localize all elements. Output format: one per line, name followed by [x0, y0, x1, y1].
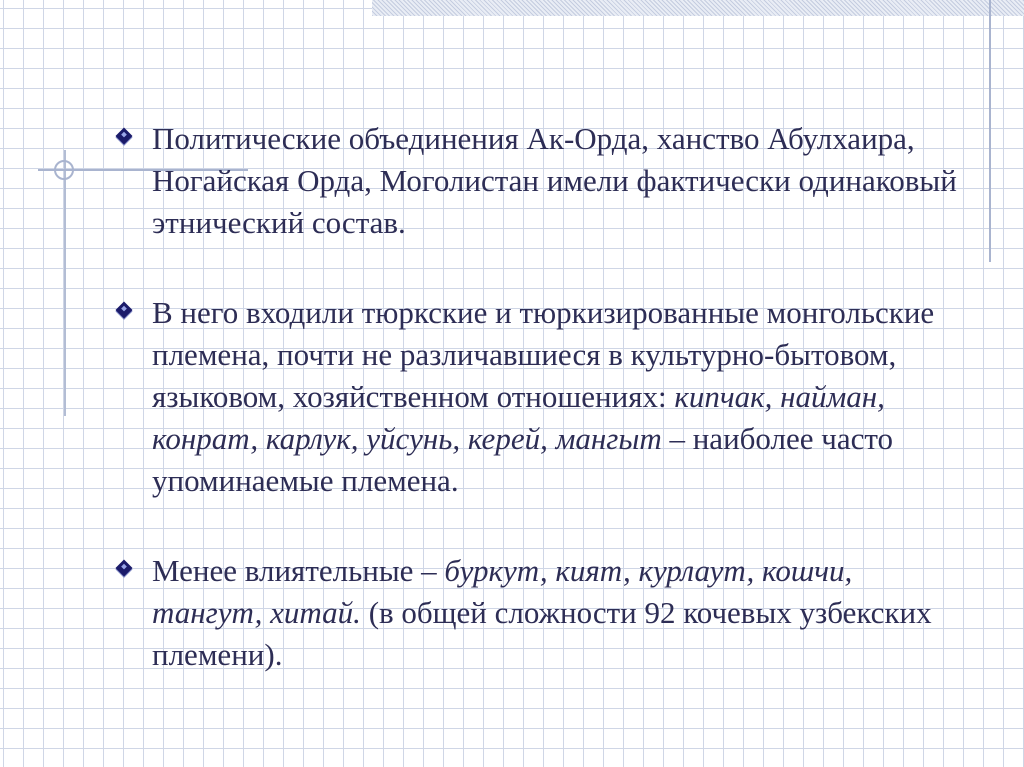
bullet-text-3 — [152, 550, 970, 676]
diamond-bullet-icon — [116, 128, 133, 145]
top-hatch-band — [372, 0, 1024, 16]
diamond-bullet-icon — [116, 302, 133, 319]
right-vertical-rule — [989, 0, 991, 262]
bullet-3-tribe-list: буркут, кият, курлаут, кошчи, тангут, хитай. — [152, 553, 853, 630]
diamond-bullet-icon — [116, 560, 133, 577]
bullet-2-tribe-list: кипчак, найман, конрат, карлук, уйсунь, керей, мангыт — [152, 379, 885, 456]
bullet-text-1: Политические объединения Ак-Орда, ханство Абулхаира, Ногайская Орда, Моголистан имели фактически одинаковый этнический состав. — [152, 121, 957, 240]
bullet-text-2 — [152, 292, 970, 502]
bullet-3-text-end: (в общей сложности 92 кочевых узбекских племени). — [152, 595, 932, 672]
bullet-3-text-start: Менее влиятельные – — [152, 553, 445, 588]
slide-content — [110, 118, 970, 724]
bullet-2-text-end: – наиболее часто упоминаемые племена. — [152, 421, 894, 498]
bullet-item-1 — [110, 118, 970, 244]
bullet-item-2 — [110, 292, 970, 502]
bullet-item-3 — [110, 550, 970, 676]
bullet-2-text-start: В него входили тюркские и тюркизированные монгольские племена, почти не различавшиеся в культурно-бытовом, языковом, хозяйственном отношениях: — [152, 295, 935, 414]
